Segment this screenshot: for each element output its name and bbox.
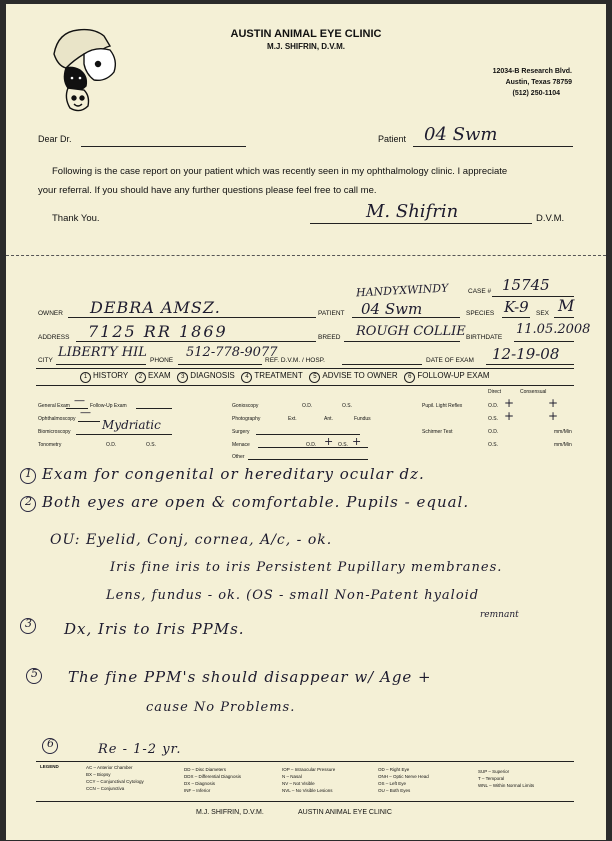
tonometry-os: O.S. [146, 442, 157, 448]
note1-num: 1 [25, 467, 32, 480]
plr-os-consensual: + [548, 409, 559, 423]
exam-date-label: DATE OF EXAM [426, 357, 474, 364]
photo-ant: Ant. [324, 416, 333, 422]
direct-label: Direct [488, 389, 502, 395]
follow-up-exam-label: Follow-Up Exam [90, 403, 127, 409]
schirmer-od: O.D. [488, 429, 499, 435]
legend-title: LEGEND [40, 764, 59, 769]
schirmer-od-unit: mm/Min [554, 429, 572, 435]
owner-line [68, 317, 316, 318]
sex-line [554, 317, 574, 318]
species-line [502, 317, 530, 318]
note5-line2: cause No Problems. [146, 700, 296, 715]
letter-patient-value: 04 Swm [424, 124, 498, 145]
plr-os-label: O.S. [488, 416, 499, 422]
ref-dvm-label: REF. D.V.M. / HOSP. [265, 357, 325, 364]
phone-value: 512-778-9077 [186, 345, 278, 360]
photography-label: Photography [232, 416, 261, 422]
plr-os-direct: + [504, 409, 515, 423]
biomicroscopy-value: Mydriatic [102, 418, 161, 432]
section-treatment: 4 TREATMENT [241, 371, 302, 380]
ophthalmoscopy-label: Ophthalmoscopy [38, 416, 76, 422]
footer-rule [36, 801, 574, 802]
section-advise: 5 ADVISE TO OWNER [309, 371, 397, 380]
biomicroscopy-label: Biomicroscopy [38, 429, 71, 435]
schirmer-os-unit: mm/Min [554, 442, 572, 448]
note2-line4: Lens, fundus - ok. (OS - small Non-Patent hyaloid [106, 588, 480, 603]
letter-patient-line [413, 146, 573, 147]
menace-label: Menace [232, 442, 250, 448]
general-exam-label: General Exam [38, 403, 70, 409]
note2-line2: OU: Eyelid, Conj, cornea, A/c, - ok. [50, 532, 333, 548]
address-line [76, 341, 316, 342]
phone-label: PHONE [150, 357, 174, 364]
clinic-name: AUSTIN ANIMAL EYE CLINIC [230, 28, 382, 40]
general-exam-mark: — [74, 394, 85, 407]
section-diagnosis: 3 DIAGNOSIS [177, 371, 234, 380]
patient-value: 04 Swm [361, 300, 423, 318]
schirmer-os: O.S. [488, 442, 499, 448]
biomicroscopy-line [76, 434, 172, 435]
species-value: K-9 [504, 298, 529, 316]
tonometry-od: O.D. [106, 442, 117, 448]
note6-num: 6 [47, 737, 54, 750]
dear-dr-label: Dear Dr. [38, 134, 72, 144]
plr-od-consensual: + [548, 396, 559, 410]
sex-value: M [558, 296, 575, 315]
photo-ext: Ext. [288, 416, 297, 422]
legend-col4: OD – Right Eye ONH – Optic Nerve Head OS – Left Eye OU – Both Eyes [378, 767, 429, 793]
footer-doctor: M.J. SHIFRIN, D.V.M. [196, 809, 264, 816]
note6: Re - 1-2 yr. [98, 742, 182, 757]
letter-body-line2: your referral. If you should have any further questions please feel free to call me. [38, 185, 377, 196]
species-label: SPECIES [466, 310, 495, 317]
legend-col2: DD – Disc Diameters DDX – Differential Diagnosis DX – Diagnosis INF – Inferior [184, 767, 241, 793]
gonioscopy-label: Gonioscopy [232, 403, 259, 409]
phone-line [178, 364, 262, 365]
ref-dvm-line [342, 364, 422, 365]
section-follow-up: 6 FOLLOW-UP EXAM [404, 371, 489, 380]
footer-clinic: AUSTIN ANIMAL EYE CLINIC [298, 809, 392, 816]
note5-num: 5 [31, 667, 38, 680]
note2-num: 2 [25, 495, 32, 508]
address-label: ADDRESS [38, 334, 70, 341]
city-value: LIBERTY HIL [58, 345, 147, 360]
section-history: 1 HISTORY [80, 371, 128, 380]
clinic-phone: (512) 250-1104 [512, 90, 560, 97]
gonioscopy-od: O.D. [302, 403, 313, 409]
follow-up-exam-line [136, 408, 172, 409]
tonometry-label: Tonometry [38, 442, 62, 448]
case-report-form [6, 4, 606, 840]
plr-od-label: O.D. [488, 403, 499, 409]
note2: Both eyes are open & comfortable. Pupils - equal. [42, 493, 470, 511]
city-line [56, 364, 146, 365]
menace-os-value: + [352, 435, 362, 448]
other-line [248, 459, 368, 460]
menace-od-value: + [324, 435, 334, 448]
menace-od-label: O.D. [306, 442, 317, 448]
menace-os-label: O.S. [338, 442, 349, 448]
case-label: CASE # [468, 288, 492, 295]
legend-col1: AC – Anterior Chamber BX – Biopsy CCY – Conjunctival Cytology CCN – Conjunctiva [86, 765, 144, 791]
clinic-address-line2: Austin, Texas 78759 [505, 79, 572, 86]
photo-fundus: Fundus [354, 416, 371, 422]
surgery-label: Surgery [232, 429, 250, 435]
breed-value: ROUGH COLLIE [356, 324, 466, 339]
signature-line [310, 223, 532, 224]
clinic-doctor: M.J. SHIFRIN, D.V.M. [267, 42, 345, 51]
letter-body-line1: Following is the case report on your patient which was recently seen in my ophthalmology clinic. I appreciate [52, 166, 508, 177]
address-value: 7125 RR 1869 [88, 322, 228, 341]
owner-label: OWNER [38, 310, 63, 317]
dvm-label: D.V.M. [536, 213, 565, 224]
thank-you: Thank You. [52, 213, 100, 224]
exam-date-value: 12-19-08 [492, 345, 560, 363]
handy-note: HANDYXWINDY [355, 281, 449, 300]
clinic-address-line1: 12034-B Research Blvd. [492, 68, 572, 75]
dear-dr-line [81, 146, 246, 147]
note1: Exam for congenital or hereditary ocular dz. [42, 465, 425, 483]
tear-line [6, 255, 606, 256]
section-exam: 2 EXAM [135, 371, 171, 380]
patient-label: PATIENT [318, 310, 345, 317]
note5: The fine PPM's should disappear w/ Age + [68, 668, 432, 686]
other-label: Other [232, 454, 245, 460]
letter-patient-label: Patient [378, 134, 407, 144]
section-top-rule [36, 368, 574, 369]
breed-line [344, 341, 460, 342]
exam-date-line [486, 364, 574, 365]
surgery-line [256, 434, 360, 435]
birthdate-label: BIRTHDATE [466, 334, 503, 341]
section-headings [80, 371, 490, 383]
note3-num: 3 [25, 617, 32, 630]
note3: Dx, Iris to Iris PPMs. [64, 620, 245, 638]
schirmer-label: Schirmer Test [422, 429, 453, 435]
birthdate-value: 11.05.2008 [516, 322, 591, 337]
signature: M. Shifrin [366, 201, 459, 222]
city-label: CITY [38, 357, 53, 364]
legend-col3: IOP – Intraocular Pressure N – Nasal NV – Not Visible NVL – No Visible Lesions [282, 767, 336, 793]
owner-value: DEBRA AMSZ. [90, 298, 221, 317]
ophthalmoscopy-mark: — [80, 406, 91, 419]
legend-rule [36, 761, 574, 762]
case-value: 15745 [502, 276, 550, 294]
legend-col5: SUP – Superior T – Temporal WNL – Within Normal Limits [478, 769, 535, 788]
consensual-label: Consensual [520, 389, 547, 395]
note2-line3: Iris fine iris to iris Persistent Pupillary membranes. [110, 560, 503, 575]
breed-label: BREED [318, 334, 341, 341]
plr-od-direct: + [504, 396, 515, 410]
note2-line5: remnant [480, 610, 519, 620]
gonioscopy-os: O.S. [342, 403, 353, 409]
sex-label: SEX [536, 310, 550, 317]
pupil-reflex-label: Pupil. Light Reflex [422, 403, 463, 409]
ophthalmoscopy-line [78, 421, 100, 422]
birthdate-line [514, 341, 574, 342]
section-bottom-rule [36, 385, 574, 386]
